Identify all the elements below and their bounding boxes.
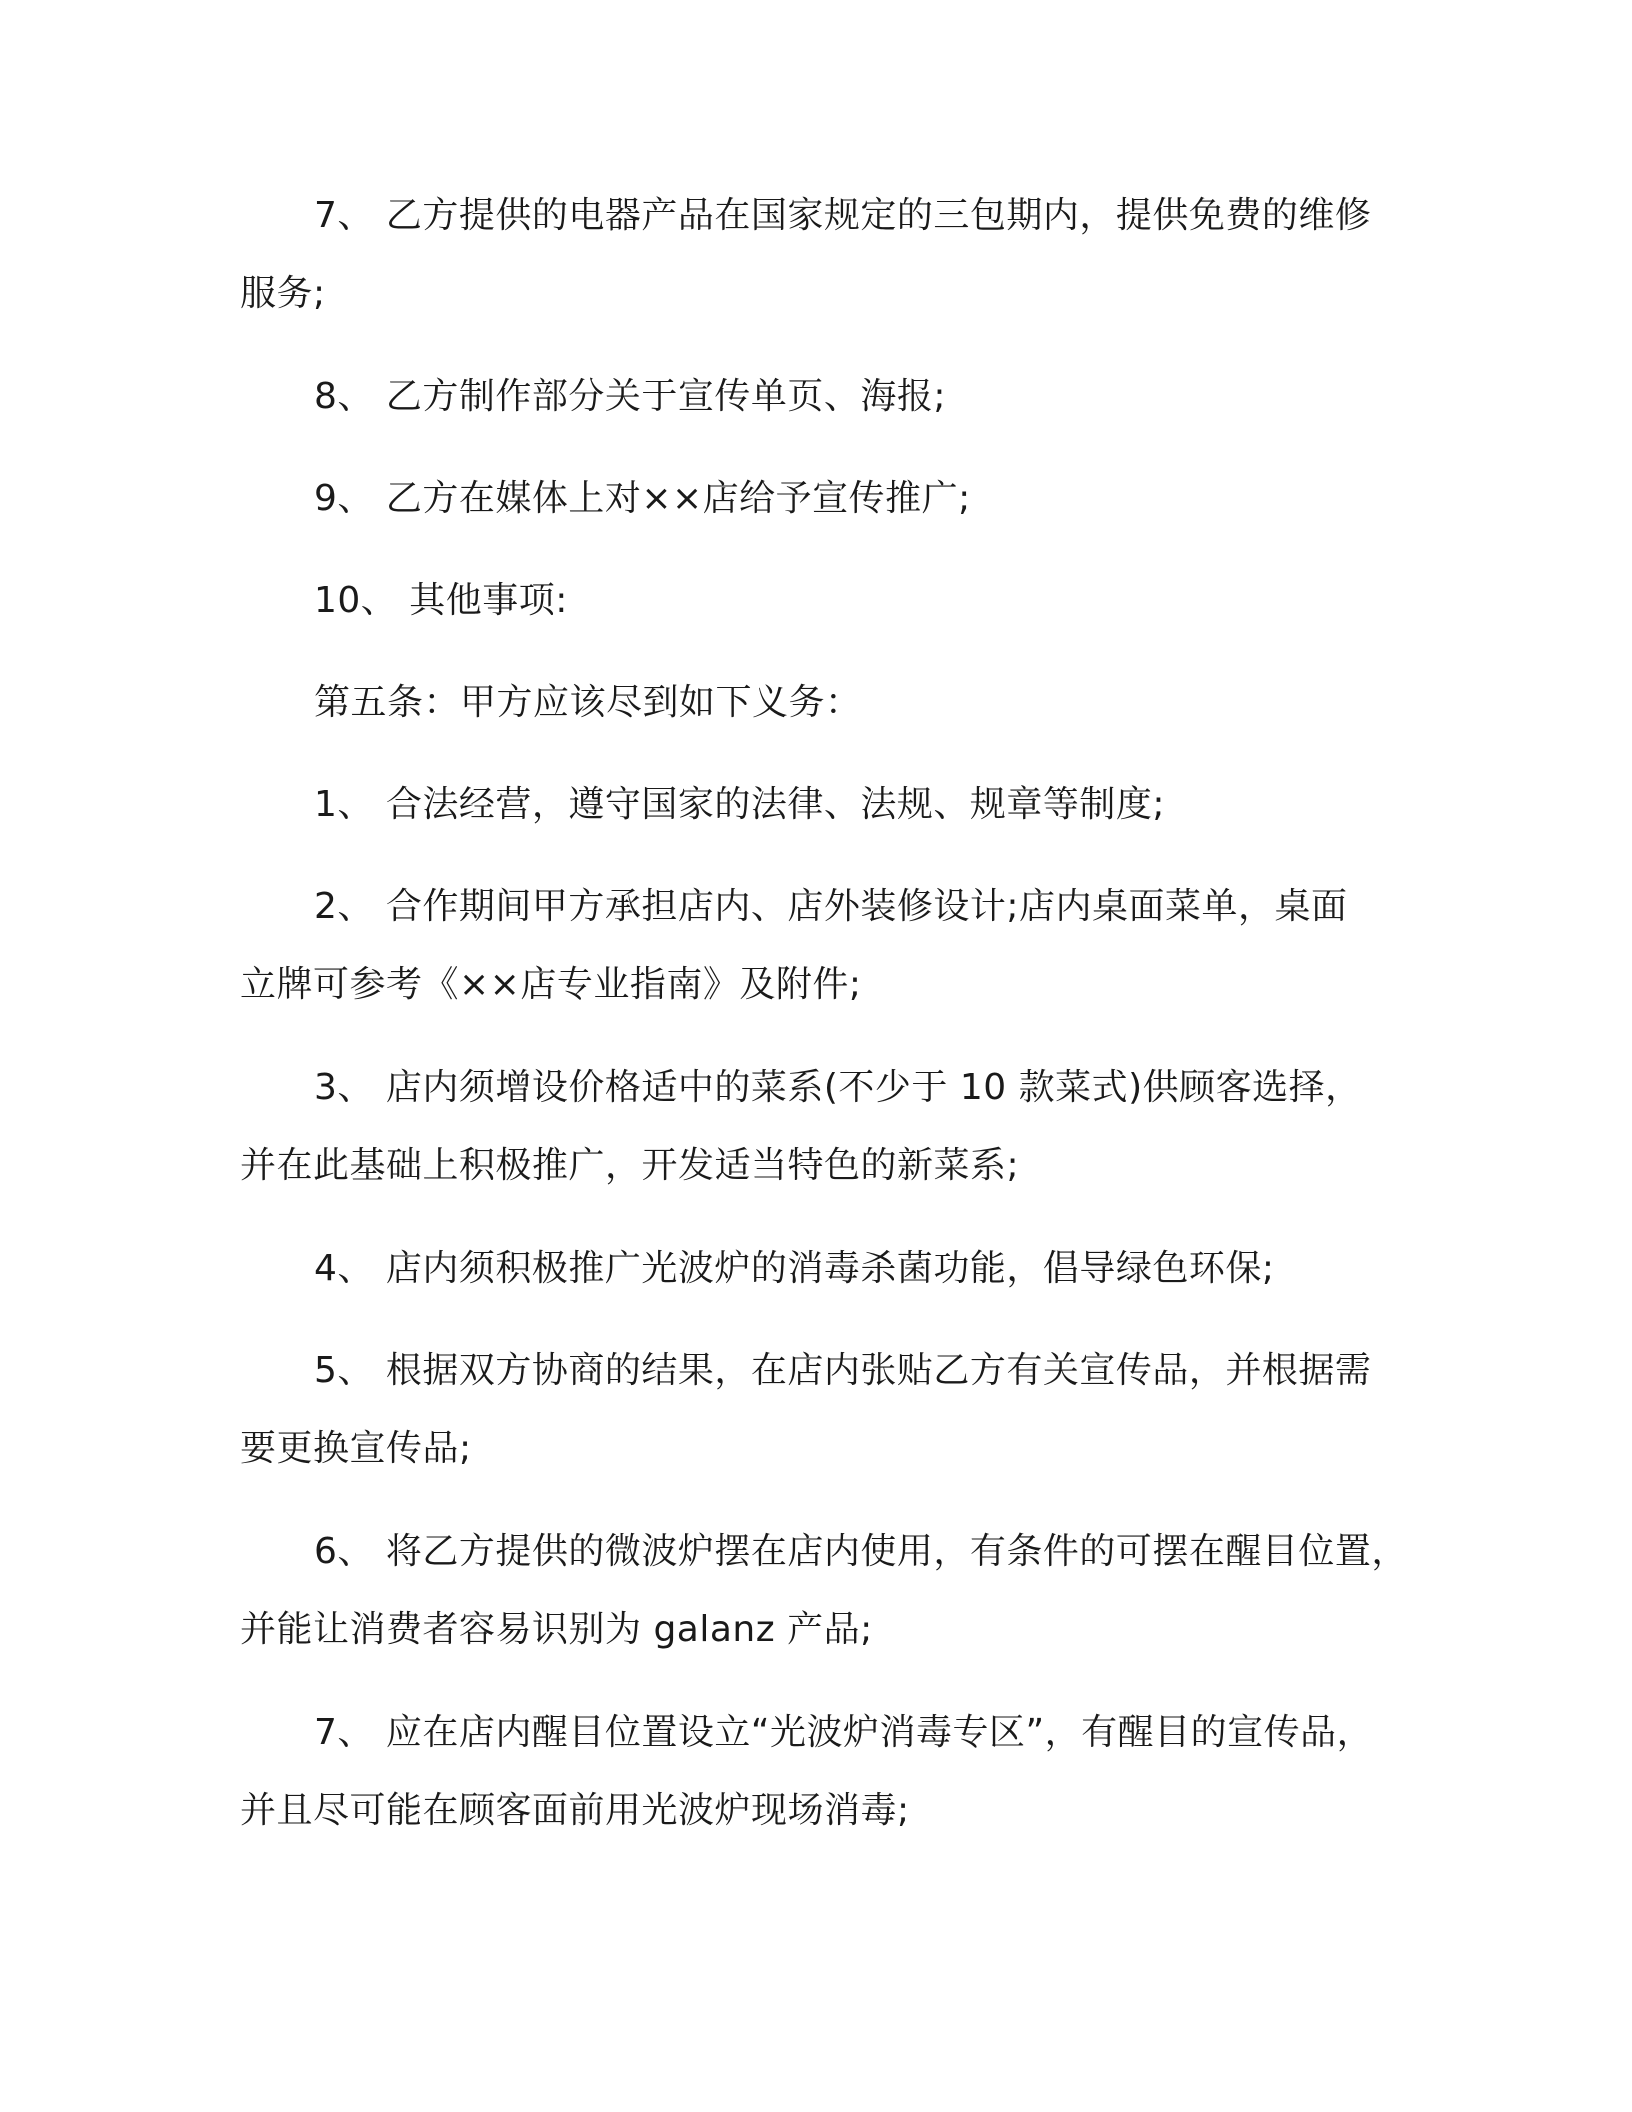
paragraph-item-1-legal	[240, 766, 1420, 844]
paragraph-line: 并能让消费者容易识别为 galanz 产品;	[240, 1609, 873, 1650]
paragraph-item-5-promo-material	[240, 1332, 1420, 1488]
paragraph-line: 4、 店内须积极推广光波炉的消毒杀菌功能，倡导绿色环保;	[314, 1248, 1275, 1289]
paragraph-item-7-disinfection-zone	[240, 1694, 1420, 1850]
paragraph-line: 并且尽可能在顾客面前用光波炉现场消毒;	[240, 1790, 910, 1831]
paragraph-line: 3、 店内须增设价格适中的菜系(不少于 10 款菜式)供顾客选择，	[314, 1067, 1362, 1108]
paragraph-line: 并在此基础上积极推广，开发适当特色的新菜系;	[240, 1145, 1020, 1186]
paragraph-item-2-decoration	[240, 868, 1420, 1024]
section-heading-article-5	[240, 664, 1420, 742]
paragraph-line: 7、 应在店内醒目位置设立“光波炉消毒专区”，有醒目的宣传品，	[314, 1712, 1374, 1753]
paragraph-line: 立牌可参考《××店专业指南》及附件;	[240, 964, 862, 1005]
paragraph-line: 7、 乙方提供的电器产品在国家规定的三包期内，提供免费的维修	[314, 195, 1372, 236]
paragraph-line: 10、 其他事项:	[314, 580, 568, 621]
paragraph-item-3-menu	[240, 1049, 1420, 1205]
paragraph-line: 2、 合作期间甲方承担店内、店外装修设计;店内桌面菜单，桌面	[314, 886, 1348, 927]
paragraph-line: 1、 合法经营，遵守国家的法律、法规、规章等制度;	[314, 784, 1165, 825]
paragraph-item-10-other	[240, 562, 1420, 640]
paragraph-line: 5、 根据双方协商的结果，在店内张贴乙方有关宣传品，并根据需	[314, 1350, 1372, 1391]
paragraph-line: 要更换宣传品;	[240, 1428, 472, 1469]
paragraph-line: 8、 乙方制作部分关于宣传单页、海报;	[314, 376, 946, 417]
paragraph-line: 6、 将乙方提供的微波炉摆在店内使用，有条件的可摆在醒目位置，	[314, 1531, 1408, 1572]
paragraph-line: 9、 乙方在媒体上对××店给予宣传推广;	[314, 478, 971, 519]
paragraph-line: 服务;	[240, 273, 326, 314]
paragraph-item-8-flyers	[240, 358, 1420, 436]
section-heading: 第五条：甲方应该尽到如下义务：	[314, 682, 862, 723]
paragraph-item-7-free-repair	[240, 177, 1420, 333]
paragraph-item-9-media	[240, 460, 1420, 538]
paragraph-item-6-microwave	[240, 1513, 1420, 1669]
paragraph-item-4-disinfection	[240, 1230, 1420, 1308]
